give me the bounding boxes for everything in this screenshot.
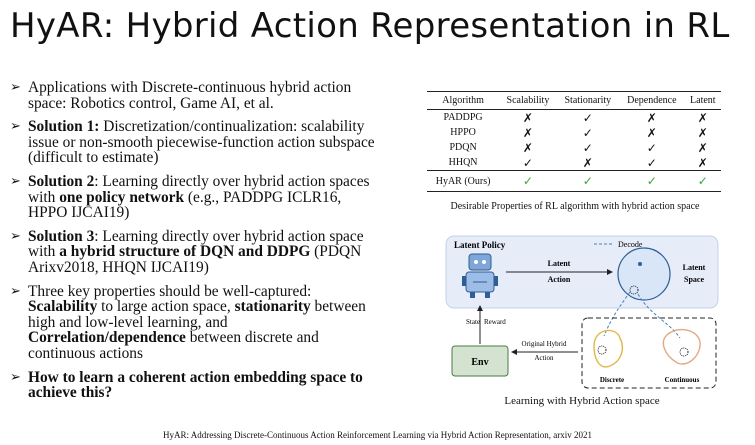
properties-table: [427, 91, 721, 192]
bullet-text: How to learn a coherent action embedding space to achieve this?: [28, 368, 363, 402]
cross-icon: ✗: [697, 110, 708, 125]
hybrid-action-diagram: [444, 234, 720, 394]
cross-icon: ✗: [522, 140, 533, 155]
check-icon: ✓: [582, 125, 593, 140]
table-row: [427, 140, 721, 155]
latent-action-label-1: Latent: [547, 259, 571, 268]
algorithm-name: HyAR (Ours): [427, 171, 499, 192]
header-algorithm: Algorithm: [427, 92, 499, 110]
diagram-caption: Learning with Hybrid Action space: [504, 395, 660, 407]
original-hybrid-label-1: Original Hybrid: [521, 340, 567, 348]
continuous-blob: [663, 330, 700, 364]
bullet-item: [10, 229, 382, 276]
bullet-text: (PDQN Arixv2018, HHQN IJCAI19): [28, 243, 362, 276]
properties-table-container: [427, 91, 721, 192]
arrow-bullet-icon: ➢: [10, 228, 21, 244]
original-hybrid-label-2: Action: [534, 354, 554, 362]
table-header-row: [427, 92, 721, 110]
table-row: [427, 155, 721, 171]
discrete-point: [598, 346, 606, 354]
header-stationarity: Stationarity: [557, 92, 619, 110]
header-scalability: Scalability: [499, 92, 557, 110]
slide-footer: HyAR: Addressing Discrete-Continuous Action Reinforcement Learning via Hybrid Action Representation, arxiv 2021: [163, 430, 592, 440]
table-row: [427, 125, 721, 140]
env-label: Env: [471, 357, 489, 368]
algorithm-name: HHQN: [448, 157, 478, 168]
bullet-text: Discretization/continualization: scalability issue or non-smooth piecewise-function action subspace (difficult to estimate): [28, 118, 375, 167]
bullet-text: Scalability: [28, 298, 98, 316]
bullet-text: stationarity: [234, 298, 311, 316]
arrow-bullet-icon: ➢: [10, 119, 21, 135]
latent-policy-label: Latent Policy: [454, 240, 506, 250]
bullet-text: : Learning directly over hybrid action space with: [28, 227, 364, 261]
bullet-text: one policy network: [59, 188, 185, 206]
arrow-bullet-icon: ➢: [10, 80, 21, 95]
bullet-list: [10, 80, 382, 409]
slide-title: HyAR: Hybrid Action Representation in RL: [10, 6, 730, 46]
bullet-text: between high and low-level learning, and: [28, 298, 366, 331]
bullet-text: Applications with Discrete-continuous hybrid action space: Robotics control, Game AI, et al.: [28, 79, 352, 112]
latent-space-circle: [618, 248, 670, 300]
latent-space-label-2: Space: [684, 275, 704, 284]
bullet-item: [10, 174, 382, 221]
cross-icon: ✗: [646, 125, 657, 140]
bullet-text: : Learning directly over hybrid action spaces with: [28, 172, 370, 206]
algorithm-name: PDQN: [449, 142, 477, 153]
state-label: State: [466, 318, 480, 326]
cross-icon: ✗: [522, 125, 533, 140]
check-icon: ✓: [557, 171, 619, 192]
continuous-label: Continuous: [664, 376, 700, 384]
bullet-text: Solution 3: [28, 227, 95, 245]
latent-action-label-2: Action: [547, 275, 571, 284]
bullet-text: to large action space,: [97, 298, 235, 316]
cross-icon: ✗: [697, 140, 708, 155]
reward-label: Reward: [484, 318, 506, 326]
discrete-label: Discrete: [599, 376, 625, 384]
header-latent: Latent: [685, 92, 721, 110]
table-row: [427, 110, 721, 126]
check-icon: ✓: [499, 171, 557, 192]
arrow-bullet-icon: ➢: [10, 173, 21, 189]
cross-icon: ✗: [582, 155, 593, 170]
algorithm-name: PADDPG: [443, 112, 483, 123]
check-icon: ✓: [685, 171, 721, 192]
continuous-point: [680, 348, 688, 356]
table-caption: Desirable Properties of RL algorithm with hybrid action space: [450, 201, 700, 212]
algorithm-name: HPPO: [450, 127, 476, 138]
bullet-item: [10, 284, 382, 362]
table-row-ours: [427, 171, 721, 192]
check-icon: ✓: [619, 171, 685, 192]
latent-space-label-1: Latent: [682, 263, 706, 272]
cross-icon: ✗: [697, 125, 708, 140]
discrete-blob: [594, 330, 622, 366]
bullet-text: Solution 2: [28, 172, 95, 190]
bullet-item: [10, 370, 382, 401]
cross-icon: ✗: [646, 110, 657, 125]
bullet-text: Three key properties should be well-captured:: [28, 282, 312, 300]
latent-point-1: [638, 262, 642, 266]
header-dependence: Dependence: [619, 92, 685, 110]
cross-icon: ✗: [522, 110, 533, 125]
cross-icon: ✗: [697, 155, 708, 170]
bullet-item: [10, 80, 382, 111]
check-icon: ✓: [646, 140, 657, 155]
arrow-bullet-icon: ➢: [10, 283, 21, 299]
bullet-item: [10, 119, 382, 166]
check-icon: ✓: [522, 155, 533, 170]
check-icon: ✓: [582, 140, 593, 155]
bullet-text: between discrete and continuous actions: [28, 329, 319, 362]
bullet-text: (e.g., PADDPG ICLR16, HPPO IJCAI19): [28, 188, 342, 222]
bullet-text: a hybrid structure of DQN and DDPG: [59, 243, 311, 261]
bullet-text: Correlation/dependence: [28, 329, 186, 347]
check-icon: ✓: [582, 110, 593, 125]
decode-legend-label: Decode: [618, 240, 643, 249]
arrow-bullet-icon: ➢: [10, 369, 21, 385]
check-icon: ✓: [646, 155, 657, 170]
bullet-text: Solution 1:: [28, 118, 100, 136]
